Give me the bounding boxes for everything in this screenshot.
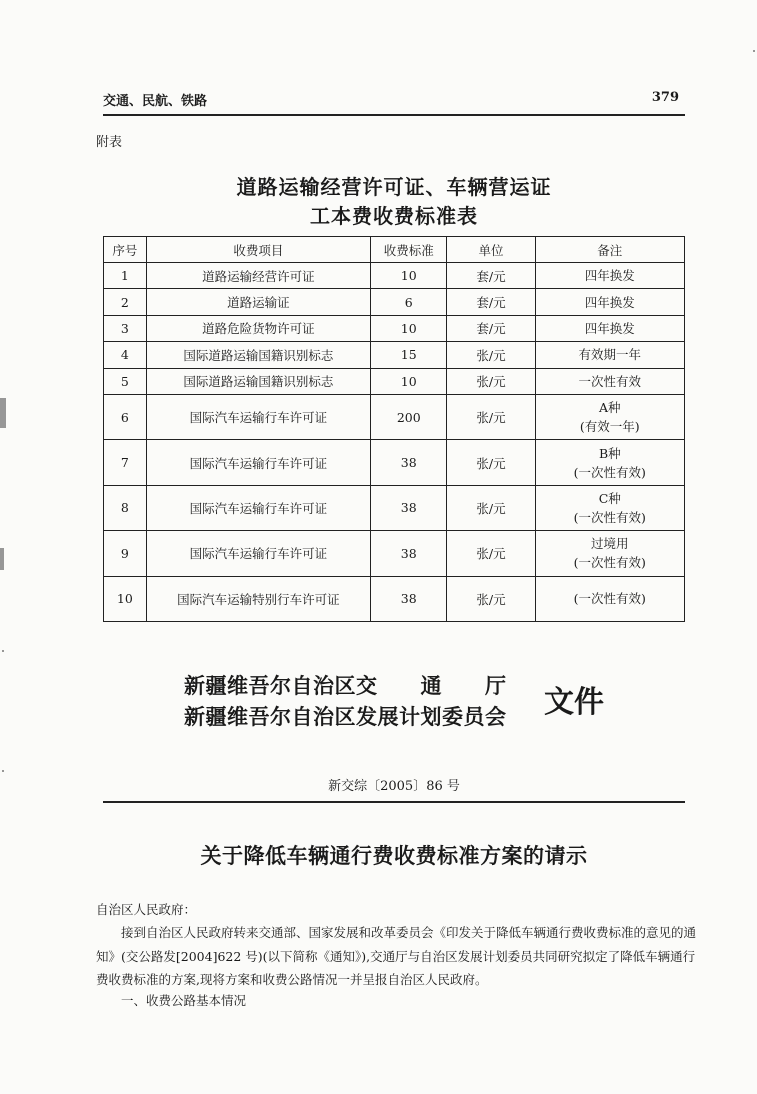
cell-item: 国际汽车运输行车许可证 (146, 394, 370, 439)
cell-no: 7 (104, 440, 147, 485)
cell-remark (535, 531, 684, 576)
cell-remark (535, 263, 684, 289)
cell-remark (535, 368, 684, 394)
remark-line: 一次性有效 (578, 373, 642, 389)
table-row (104, 289, 685, 315)
scan-artifact (0, 548, 4, 570)
cell-fee: 38 (371, 531, 447, 576)
cell-unit: 套/元 (447, 289, 535, 315)
cell-unit: 张/元 (447, 576, 535, 621)
column-header-no: 序号 (104, 237, 147, 263)
cell-remark (535, 342, 684, 368)
cell-fee: 6 (371, 289, 447, 315)
cell-no: 9 (104, 531, 147, 576)
cell-unit: 张/元 (447, 485, 535, 530)
remark-line: 过境用 (591, 536, 629, 552)
table-row (104, 394, 685, 439)
cell-no: 6 (104, 394, 147, 439)
issuer-planning-commission: 新疆维吾尔自治区发展计划委员会 (184, 704, 507, 729)
salutation: 自治区人民政府： (96, 902, 197, 917)
appendix-label: 附表 (96, 135, 123, 150)
cell-no: 1 (104, 263, 147, 289)
table-row (104, 485, 685, 530)
fee-table-body (104, 263, 685, 622)
cell-unit: 张/元 (447, 531, 535, 576)
table-header-row (104, 237, 685, 263)
document-number: 新交综〔2005〕86 号 (328, 779, 460, 794)
cell-item: 国际汽车运输特别行车许可证 (146, 576, 370, 621)
cell-no: 2 (104, 289, 147, 315)
cell-unit: 张/元 (447, 440, 535, 485)
table-title-line1: 道路运输经营许可证、车辆营运证 (236, 175, 552, 199)
remark-line: (一次性有效) (573, 464, 646, 480)
cell-unit: 套/元 (447, 315, 535, 341)
cell-fee: 10 (371, 315, 447, 341)
cell-remark (535, 440, 684, 485)
cell-no: 4 (104, 342, 147, 368)
cell-unit: 张/元 (447, 368, 535, 394)
cell-item: 国际道路运输国籍识别标志 (146, 368, 370, 394)
remark-line: 四年换发 (584, 268, 635, 284)
scan-artifact (2, 650, 4, 652)
remark-line: 四年换发 (584, 294, 635, 310)
remark-line: 四年换发 (584, 320, 635, 336)
cell-remark (535, 394, 684, 439)
remark-line: B种 (598, 445, 621, 461)
cell-item: 国际汽车运输行车许可证 (146, 440, 370, 485)
cell-no: 3 (104, 315, 147, 341)
cell-fee: 10 (371, 263, 447, 289)
cell-remark (535, 315, 684, 341)
cell-fee: 15 (371, 342, 447, 368)
document-rule (103, 801, 685, 803)
cell-remark (535, 485, 684, 530)
page-number: 379 (651, 90, 679, 105)
remark-line: (一次性有效) (573, 591, 646, 607)
cell-remark (535, 576, 684, 621)
table-row (104, 315, 685, 341)
column-header-remark: 备注 (535, 237, 684, 263)
cell-item: 国际道路运输国籍识别标志 (146, 342, 370, 368)
cell-unit: 套/元 (447, 263, 535, 289)
cell-fee: 38 (371, 440, 447, 485)
cell-unit: 张/元 (447, 394, 535, 439)
cell-item: 国际汽车运输行车许可证 (146, 531, 370, 576)
column-header-unit: 单位 (447, 237, 535, 263)
table-row (104, 342, 685, 368)
cell-fee: 38 (371, 576, 447, 621)
document-word: 文件 (544, 685, 604, 720)
cell-unit: 张/元 (447, 342, 535, 368)
scan-artifact (0, 398, 6, 428)
cell-no: 8 (104, 485, 147, 530)
cell-fee: 10 (371, 368, 447, 394)
cell-no: 10 (104, 576, 147, 621)
table-row (104, 576, 685, 621)
remark-line: A种 (599, 400, 621, 416)
cell-remark (535, 289, 684, 315)
remark-line: 有效期一年 (578, 347, 642, 363)
remark-line: (有效一年) (579, 419, 640, 435)
scan-artifact (753, 50, 755, 52)
cell-item: 道路运输证 (146, 289, 370, 315)
header-section-title: 交通、民航、铁路 (103, 94, 208, 109)
scan-artifact (2, 770, 4, 772)
remark-line: (一次性有效) (573, 555, 646, 571)
body-paragraph: 接到自治区人民政府转来交通部、国家发展和改革委员会《印发关于降低车辆通行费收费标准的意见的通知》(交公路发[2004]622 号)(以下简称《通知》),交通厅与自治区发展计划委员共同研究拟定了降低车辆通行费收费标准的方案,现将方案和收费公路情况一并呈报自治区人民政府。 (96, 925, 697, 988)
remark-line: C种 (598, 490, 621, 506)
running-header (103, 88, 685, 110)
fee-table (103, 236, 685, 622)
cell-no: 5 (104, 368, 147, 394)
cell-fee: 200 (371, 394, 447, 439)
cell-item: 道路危险货物许可证 (146, 315, 370, 341)
column-header-item: 收费项目 (146, 237, 370, 263)
table-row (104, 440, 685, 485)
header-rule (103, 114, 685, 116)
cell-item: 国际汽车运输行车许可证 (146, 485, 370, 530)
table-title-line2: 工本费收费标准表 (310, 204, 478, 228)
table-row (104, 263, 685, 289)
table-row (104, 531, 685, 576)
table-row (104, 368, 685, 394)
remark-line: (一次性有效) (573, 509, 646, 525)
issuer-transport-department: 新疆维吾尔自治区交 通 厅 (184, 673, 507, 698)
request-title: 关于降低车辆通行费收费标准方案的请示 (200, 843, 588, 868)
cell-fee: 38 (371, 485, 447, 530)
section-heading-1: 一、收费公路基本情况 (121, 993, 247, 1008)
column-header-fee: 收费标准 (371, 237, 447, 263)
cell-item: 道路运输经营许可证 (146, 263, 370, 289)
